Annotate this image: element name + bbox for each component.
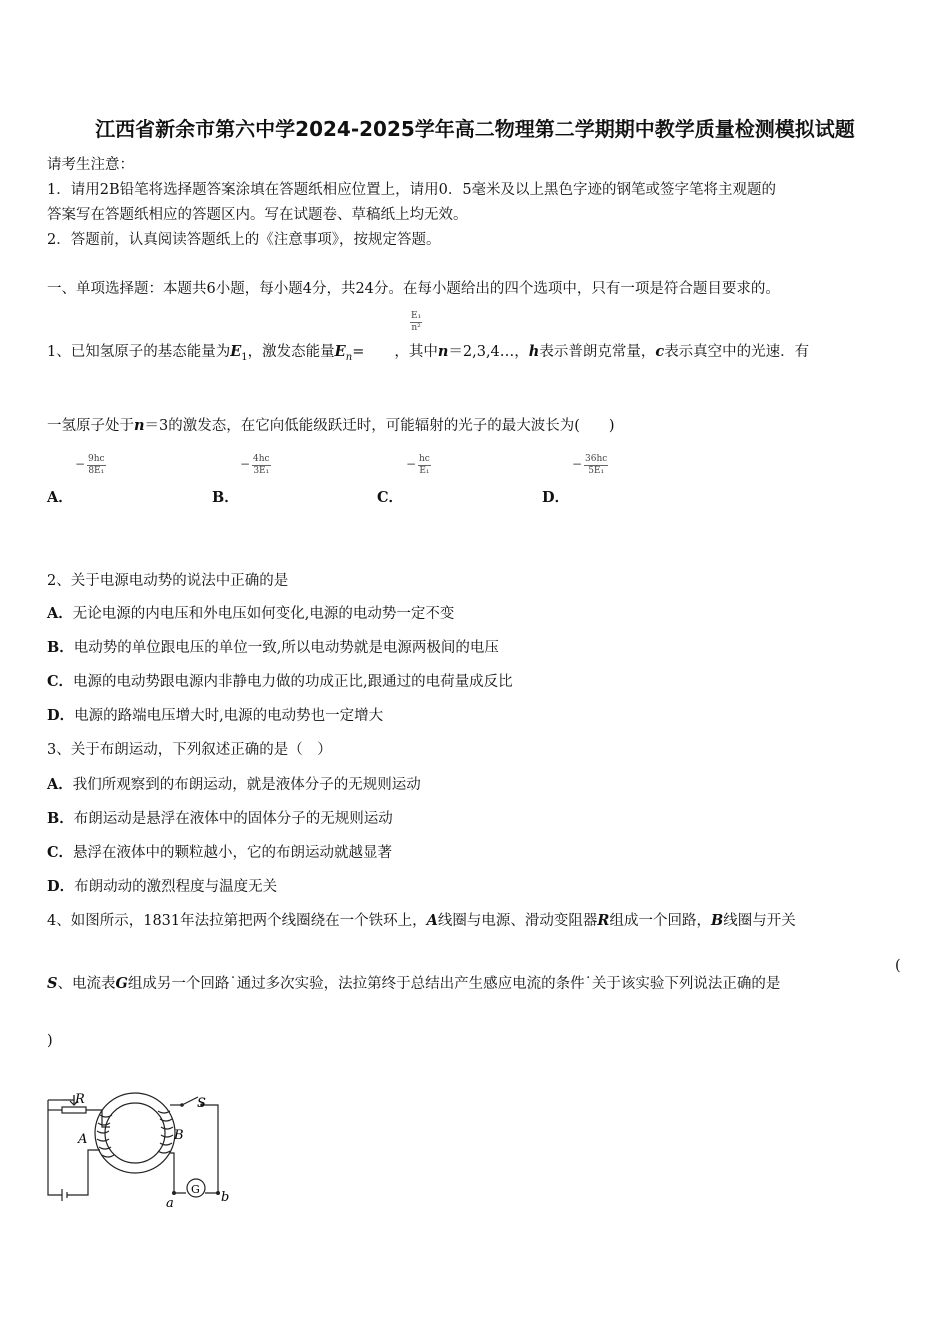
- q1-option-c-fraction: $\frac{hc}{\text{E₁}}$: [419, 454, 430, 476]
- q1-option-a[interactable]: A．: [47, 489, 73, 506]
- q1-option-c-minus: −: [406, 457, 417, 471]
- q2-option-c[interactable]: C．电源的电动势跟电源内非静电力做的功成正比,跟通过的电荷量成反比: [47, 673, 513, 690]
- q3-option-c[interactable]: C．悬浮在液体中的颗粒越小，它的布朗运动就越显著: [47, 844, 393, 861]
- label-g: G: [191, 1183, 200, 1196]
- q2-option-b[interactable]: B．电动势的单位跟电压的单位一致,所以电动势就是电源两极间的电压: [47, 639, 499, 656]
- q1-stem-line-1: 1、已知氢原子的基态能量为$E_1$，激发态能量$E_n=$ ，其中n＝2,3,4…，h表示普朗克常量，c表示真空中的光速．有: [47, 343, 810, 363]
- q1-option-c[interactable]: C．: [377, 489, 404, 506]
- q1-option-b-fraction: $\frac{4hc}{\text{3E₁}}$: [253, 454, 270, 476]
- q4-paren-open: (: [895, 958, 901, 974]
- section-heading: 一、单项选择题：本题共6小题，每小题4分，共24分。在每小题给出的四个选项中，只有一项是符合题目要求的。: [47, 281, 780, 297]
- q3-option-b[interactable]: B．布朗运动是悬浮在液体中的固体分子的无规则运动: [47, 810, 393, 827]
- q4-stem-line-2: S、电流表G组成另一个回路˙通过多次实验，法拉第终于总结出产生感应电流的条件˙关于该实验下列说法正确的是: [47, 975, 781, 992]
- notice-line-1a: 1．请用2B铅笔将选择题答案涂填在答题纸相应位置上，请用0．5毫米及以上黑色字迹的钢笔或签字笔将主观题的: [47, 182, 777, 198]
- q2-option-a[interactable]: A．无论电源的内电压和外电压如何变化,电源的电动势一定不变: [47, 605, 455, 622]
- switch-lever: [182, 1097, 198, 1105]
- label-s: S: [197, 1096, 206, 1111]
- label-r: R: [75, 1092, 85, 1107]
- resistor: [62, 1107, 86, 1113]
- q2-option-d[interactable]: D．电源的路端电压增大时,电源的电动势也一定增大: [47, 707, 384, 724]
- q4-stem-line-1: 4、如图所示，1831年法拉第把两个线圈绕在一个铁环上，A线圈与电源、滑动变阻器R组成一个回路，B线圈与开关: [47, 912, 796, 929]
- left-loop-wire-2: [67, 1150, 100, 1195]
- q3-option-a[interactable]: A．我们所观察到的布朗运动，就是液体分子的无规则运动: [47, 776, 421, 793]
- q1-option-a-minus: −: [75, 457, 86, 471]
- label-b: B: [174, 1128, 184, 1143]
- q4-paren-close: ): [47, 1033, 53, 1049]
- q1-option-d-minus: −: [572, 457, 583, 471]
- page-title: 江西省新余市第六中学2024-2025学年高二物理第二学期期中教学质量检测模拟试题: [95, 117, 855, 141]
- label-b-terminal: b: [221, 1190, 230, 1205]
- notice-line-1b: 答案写在答题纸相应的答题区内。写在试题卷、草稿纸上均无效。: [47, 207, 468, 223]
- notice-line-2: 2．答题前，认真阅读答题纸上的《注意事项》，按规定答题。: [47, 232, 441, 248]
- q1-option-a-fraction: $\frac{9hc}{\text{8E₁}}$: [88, 454, 105, 476]
- iron-ring-outer: [95, 1093, 175, 1173]
- q1-stem-line-2: 一氢原子处于n＝3的激发态，在它向低能级跃迁时，可能辐射的光子的最大波长为( ): [47, 417, 615, 434]
- label-a-terminal: a: [166, 1196, 174, 1210]
- q4-circuit-diagram: [40, 1085, 250, 1210]
- q2-stem: 2、关于电源电动势的说法中正确的是: [47, 573, 289, 589]
- q1-energy-fraction: $\frac{\text{E₁}}{\text{n²}}$: [411, 311, 422, 333]
- left-loop-wire: [48, 1100, 62, 1195]
- q1-option-d-fraction: $\frac{36hc}{\text{5E₁}}$: [585, 454, 608, 476]
- q1-option-b[interactable]: B．: [212, 489, 239, 506]
- notice-heading: 请考生注意：: [47, 157, 134, 173]
- q1-option-b-minus: −: [240, 457, 251, 471]
- label-a: A: [78, 1132, 88, 1147]
- iron-ring-inner: [105, 1103, 165, 1163]
- q1-option-d[interactable]: D．: [542, 489, 570, 506]
- q3-option-d[interactable]: D．布朗动动的激烈程度与温度无关: [47, 878, 278, 895]
- q3-stem: 3、关于布朗运动，下列叙述正确的是（ ）: [47, 742, 332, 758]
